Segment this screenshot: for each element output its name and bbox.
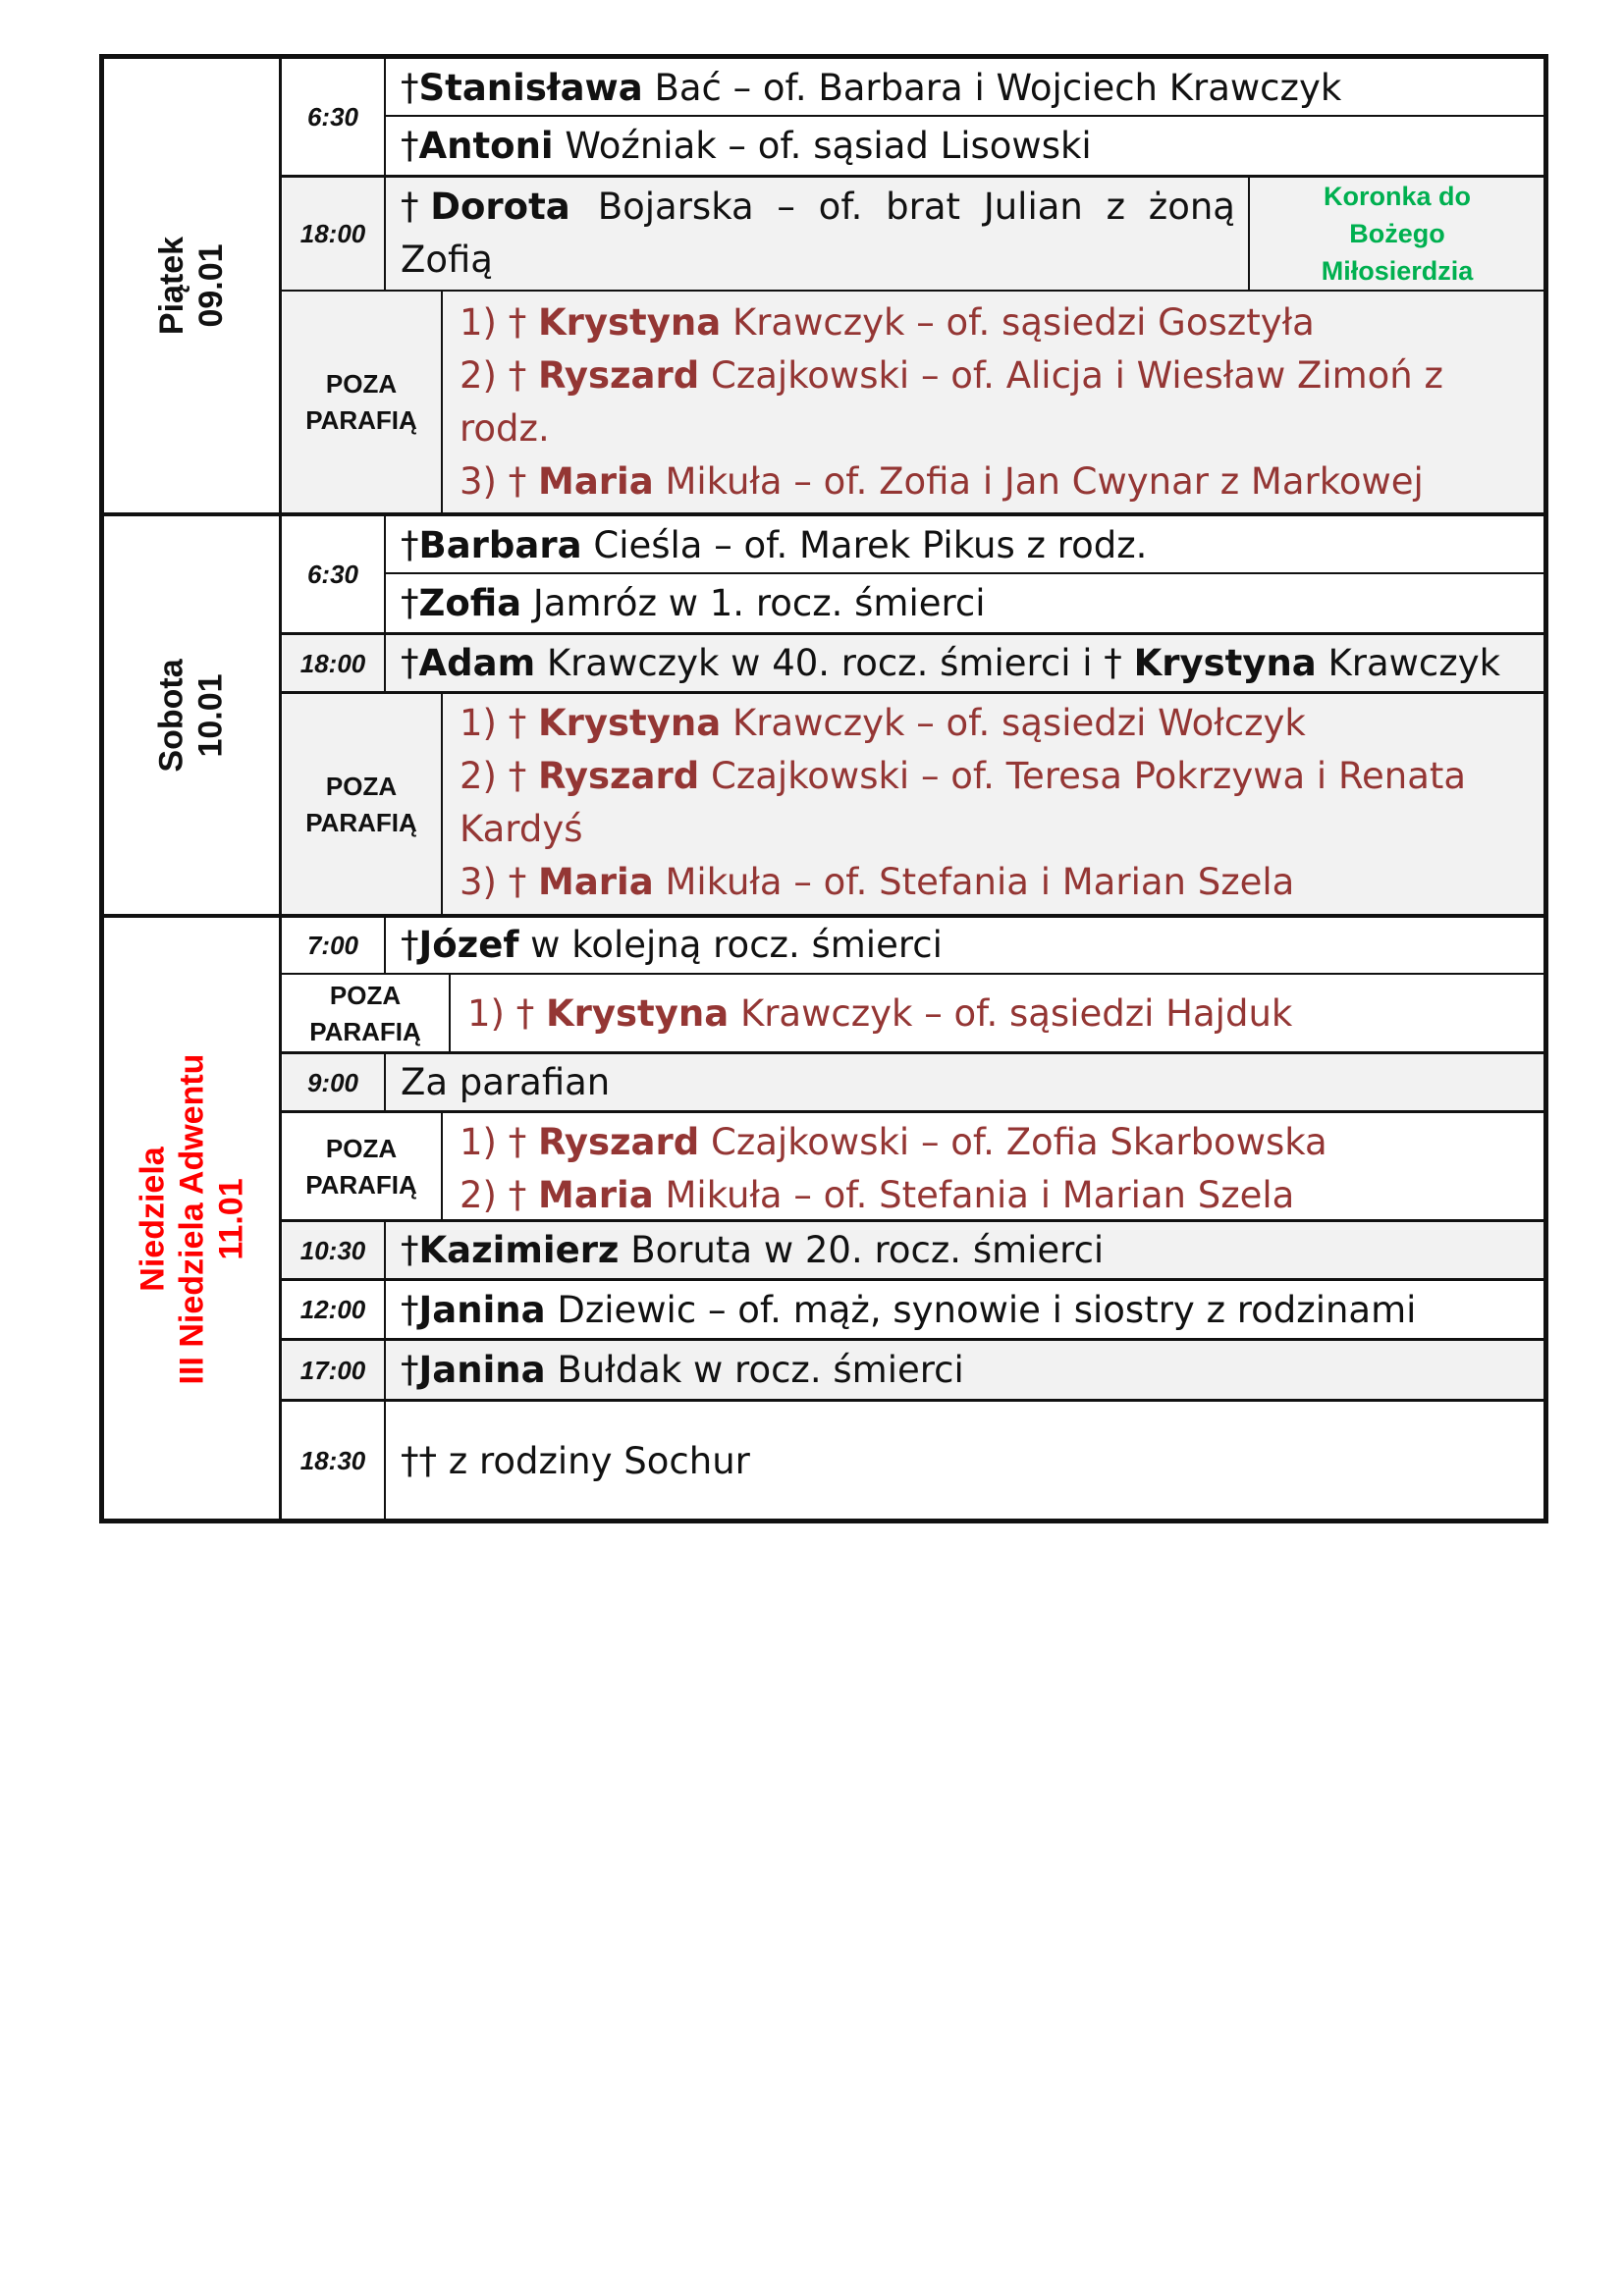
day-column-divider bbox=[279, 54, 282, 1523]
table-border-left bbox=[99, 54, 104, 1523]
chaplet-note: Koronka do Bożego Miłosierdzia bbox=[1321, 182, 1474, 286]
time-column-divider bbox=[384, 514, 386, 693]
row-divider bbox=[385, 115, 1545, 117]
outside-parish-label: POZA PARAFIĄ bbox=[305, 1133, 417, 1200]
intention-entry: † Barbara Cieśla – of. Marek Pikus z rodz. bbox=[385, 518, 1543, 573]
day-sunday-subtitle: III Niedziela Adwentu bbox=[173, 1053, 210, 1384]
list-item: 1) † Ryszard Czajkowski – of. Zofia Skarbowska bbox=[460, 1121, 1327, 1163]
mass-time: 12:00 bbox=[299, 1295, 366, 1324]
poza-column-divider bbox=[441, 291, 443, 514]
intention-entry: Za parafian bbox=[401, 1061, 611, 1103]
table-border-top bbox=[99, 54, 1548, 59]
intention-entry: † Antoni Woźniak – of. sąsiad Lisowski bbox=[385, 118, 1543, 175]
outside-parish-list bbox=[444, 1116, 1543, 1218]
row-divider bbox=[281, 1338, 1545, 1341]
row-divider bbox=[281, 691, 1545, 694]
row-divider bbox=[281, 1110, 1545, 1113]
time-column-divider bbox=[384, 1221, 386, 1522]
row-divider bbox=[281, 175, 1545, 178]
row-divider bbox=[281, 1278, 1545, 1281]
mass-time: 18:00 bbox=[299, 218, 366, 248]
table-border-right bbox=[1543, 54, 1548, 1523]
outside-parish-label: POZA PARAFIĄ bbox=[309, 981, 421, 1046]
intention-name: Stanisława bbox=[418, 67, 643, 109]
row-divider bbox=[281, 632, 1545, 635]
row-divider bbox=[281, 973, 1545, 975]
mass-time: 9:00 bbox=[306, 1067, 359, 1097]
day-divider bbox=[99, 914, 1548, 918]
intention-name: Janina bbox=[418, 1349, 546, 1391]
mass-time: 18:00 bbox=[299, 648, 366, 678]
row-divider bbox=[281, 1399, 1545, 1402]
intention-name: Dorota bbox=[430, 186, 570, 228]
list-item: 2) † Ryszard Czajkowski – of. Teresa Pokrzywa i Renata bbox=[460, 755, 1467, 797]
mass-time: 6:30 bbox=[306, 101, 359, 132]
intention-entry: † Stanisława Bać – of. Barbara i Wojciech Krawczyk bbox=[385, 61, 1543, 116]
outside-parish-label: POZA PARAFIĄ bbox=[305, 369, 417, 435]
intention-entry: † Zofia Jamróz w 1. rocz. śmierci bbox=[385, 575, 1543, 632]
intention-name: Adam bbox=[418, 642, 536, 684]
intention-entry: † Adam Krawczyk w 40. rocz. śmierci i † Krystyna Krawczyk bbox=[385, 636, 1543, 691]
mass-time: 7:00 bbox=[306, 930, 359, 960]
day-saturday-name: Sobota bbox=[153, 658, 190, 773]
list-item: 3) † Maria Mikuła – of. Zofia i Jan Cwynar z Markowej bbox=[460, 460, 1424, 503]
intention-entry: † Janina Bułdak w rocz. śmierci bbox=[385, 1342, 1543, 1399]
intention-entry: † Kazimierz Boruta w 20. rocz. śmierci bbox=[385, 1223, 1543, 1278]
list-item: 2) † Maria Mikuła – of. Stefania i Marian Szela bbox=[460, 1174, 1295, 1216]
mass-time: 6:30 bbox=[306, 559, 359, 589]
list-item: 1) † Krystyna Krawczyk – of. sąsiedzi Gosztyła bbox=[460, 301, 1315, 344]
day-divider bbox=[99, 512, 1548, 516]
day-sunday-date: 11.01 bbox=[212, 1177, 249, 1260]
intention-entry: † Janina Dziewic – of. mąż, synowie i siostry z rodzinami bbox=[385, 1282, 1543, 1338]
day-saturday-label bbox=[152, 659, 231, 772]
poza-column-divider bbox=[449, 975, 451, 1053]
row-divider bbox=[385, 572, 1545, 574]
row-divider bbox=[281, 1051, 1545, 1054]
intention-entry: † Dorota Bojarska – of. brat Julian z żoną Zofią bbox=[401, 186, 1235, 281]
row-divider bbox=[281, 290, 1545, 292]
intention-entry: † Józef w kolejną rocz. śmierci bbox=[385, 918, 1543, 973]
day-saturday bbox=[102, 514, 281, 916]
day-saturday-date: 10.01 bbox=[192, 672, 230, 758]
mass-time: 17:00 bbox=[299, 1355, 366, 1385]
day-friday-name: Piątek bbox=[153, 236, 190, 336]
time-column-divider bbox=[384, 57, 386, 291]
day-friday-label bbox=[152, 237, 231, 335]
poza-column-divider bbox=[441, 1112, 443, 1221]
poza-column-divider bbox=[441, 693, 443, 916]
note-column-divider bbox=[1248, 177, 1250, 291]
table-border-bottom bbox=[99, 1519, 1548, 1523]
intention-name: Barbara bbox=[418, 524, 582, 566]
day-sunday bbox=[102, 916, 281, 1522]
intention-name: Kazimierz bbox=[418, 1229, 620, 1271]
day-friday-date: 09.01 bbox=[192, 243, 230, 328]
list-item: 1) † Krystyna Krawczyk – of. sąsiedzi Wołczyk bbox=[460, 702, 1306, 744]
intention-name: Józef bbox=[418, 924, 519, 966]
day-friday bbox=[102, 57, 281, 514]
list-item: 2) † Ryszard Czajkowski – of. Alicja i Wiesław Zimoń z bbox=[460, 354, 1443, 397]
mass-time: 10:30 bbox=[299, 1235, 366, 1265]
day-sunday-name: Niedziela bbox=[134, 1146, 171, 1292]
intention-name: Krystyna bbox=[1133, 642, 1317, 684]
outside-parish-list: 1) † Krystyna Krawczyk – of. sąsiedzi Gosztyła 2) † Ryszard Czajkowski – of. Alicja i Wiesław Zimoń z rodz. 3) † Maria Mikuła – of. Zofia i Jan Cwynar z Markowej bbox=[444, 296, 1543, 512]
row-divider bbox=[281, 1219, 1545, 1222]
mass-time: 18:30 bbox=[299, 1446, 366, 1475]
outside-parish-list bbox=[452, 977, 1543, 1051]
outside-parish-list: 1) † Krystyna Krawczyk – of. sąsiedzi Wołczyk 2) † Ryszard Czajkowski – of. Teresa Pokrzywa i Renata Kardyś 3) † Maria Mikuła – of. Stefania i Marian Szela bbox=[444, 697, 1543, 913]
day-sunday-label bbox=[133, 1053, 250, 1384]
time-column-divider bbox=[384, 916, 386, 975]
list-item: 3) † Maria Mikuła – of. Stefania i Marian Szela bbox=[460, 861, 1295, 903]
intention-name: Janina bbox=[418, 1288, 546, 1331]
time-column-divider bbox=[384, 1053, 386, 1112]
intention-entry: †† z rodziny Sochur bbox=[401, 1439, 750, 1482]
list-item: 1) † Krystyna Krawczyk – of. sąsiedzi Hajduk bbox=[467, 992, 1293, 1035]
intention-name: Antoni bbox=[418, 125, 554, 167]
intention-name: Zofia bbox=[418, 582, 522, 624]
outside-parish-label: POZA PARAFIĄ bbox=[305, 771, 417, 837]
